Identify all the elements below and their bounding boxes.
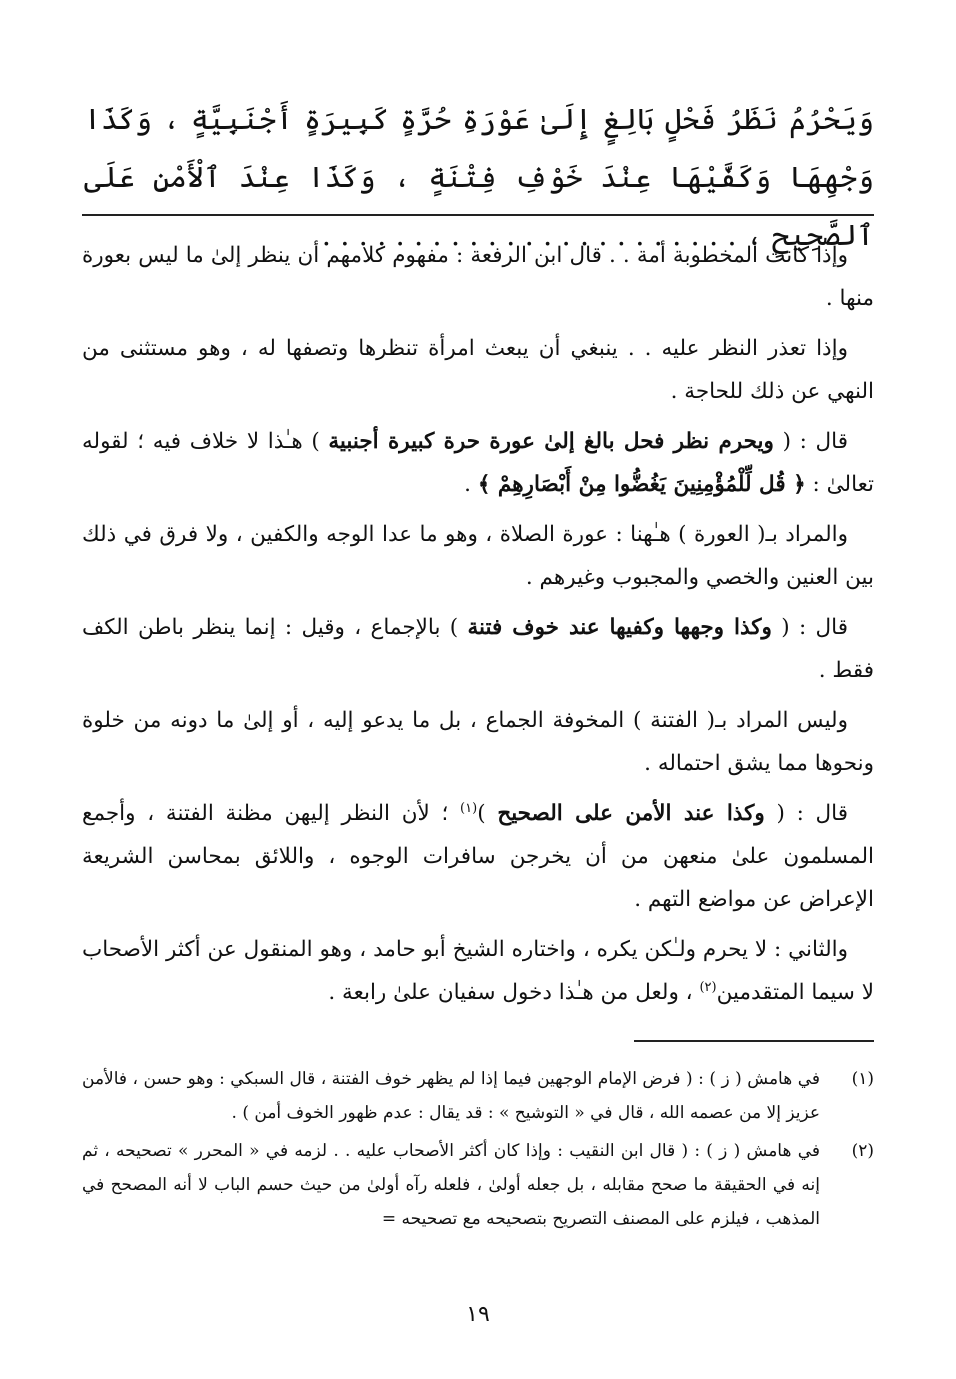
paragraph-1: وإذا كانت المخطوبة أمة . . قال ابن الرفعة : مفهوم كلامهم أن ينظر إلىٰ ما ليس بعورة منها . xyxy=(82,243,874,311)
paragraph-2: وإذا تعذر النظر عليه . . ينبغي أن يبعث امرأة تنظرها وتصفها له ، وهو مستثنى من النهي عن ذلك للحاجة . xyxy=(82,336,874,404)
p3-tail: . xyxy=(464,472,478,497)
footnotes xyxy=(82,1062,874,1240)
footnote-2 xyxy=(82,1134,874,1236)
paragraph-3 xyxy=(82,420,874,506)
commentary xyxy=(82,234,874,1021)
paragraph-5 xyxy=(82,606,874,692)
matn-divider xyxy=(82,214,874,216)
p3-lead: قال : ( xyxy=(773,429,849,454)
page-number: ١٩ xyxy=(466,1302,490,1327)
p7-matn-quote: وكذا عند الأمن على الصحيح xyxy=(497,801,765,826)
p3-middle: ) هـٰذا لا خلاف فيه ؛ لقوله تعالىٰ : xyxy=(82,429,874,497)
footnote-divider xyxy=(634,1040,874,1042)
footnote-ref-2: (٢) xyxy=(699,979,717,995)
paragraph-7 xyxy=(82,792,874,921)
footnote-number: (٢) xyxy=(851,1141,874,1161)
footnote-text: في هامش ( ز ) : ( فرض الإمام الوجهين فيما إذا لم يظهر خوف الفتنة ، قال السبكي : وهو حسن ، فالأمن عزيز إلا من عصمه الله ، قال في « التوشيح » : قد يقال : عدم ظهور الخوف أمن ) . xyxy=(82,1069,820,1123)
matn-text: وَيَحْرُمُ نَظَرُ فَحْلٍ بَالِغٍ إِلَىٰ عَوْرَةِ حُرَّةٍ كَبِيرَةٍ أَجْنَبِيَّةٍ ، وَكَذَا وَجْهِهَا وَكَفَّيْهَا عِنْدَ خَوْفِ فِتْنَةٍ ، وَكَذَا عِنْدَ ٱلْأَمْنِ عَلَى ٱلصَّحِيحِ ، . . . . . . . . . . . . . . . . . . . . . . . xyxy=(84,102,874,252)
footnote-1 xyxy=(82,1062,874,1130)
p7-tail: ؛ لأن النظر إليهن مظنة الفتنة ، وأجمع المسلمون علىٰ منعهن من أن يخرجن سافرات الوجوه ، واللائق بمحاسن الشريعة الإعراض عن مواضع التهم . xyxy=(82,801,874,912)
p8-text: والثاني : لا يحرم ولـٰكن يكره ، واختاره الشيخ أبو حامد ، وهو المنقول عن أكثر الأصحاب لا سيما المتقدمين xyxy=(82,937,874,1005)
paragraph-4: والمراد بـ( العورة ) هـٰهنا : عورة الصلاة ، وهو ما عدا الوجه والكفين ، ولا فرق في ذلك بين العنين والخصي والمجبوب وغيرهم . xyxy=(82,522,874,590)
p5-tail: ) بالإجماع ، وقيل : إنما ينظر باطن الكف فقط . xyxy=(82,615,874,683)
p8-tail: ، ولعل من هـٰذا دخول سفيان علىٰ رابعة . xyxy=(328,980,700,1005)
footnote-number: (١) xyxy=(851,1069,874,1089)
p3-matn-quote: ويحرم نظر فحل بالغ إلىٰ عورة حرة كبيرة أجنبية xyxy=(328,429,774,454)
p5-matn-quote: وكذا وجهها وكفيها عند خوف فتنة xyxy=(467,615,772,640)
footnote-ref-1: (١) xyxy=(460,800,478,816)
quran-verse: ﴿ قُل لِّلْمُؤْمِنِينَ يَغُضُّوا مِنْ أَبْصَارِهِمْ ﴾ xyxy=(477,472,806,497)
footnote-text: في هامش ( ز ) : ( قال ابن النقيب : وإذا كان أكثر الأصحاب عليه . . لزمه في « المحرر » تصحيحه ، ثم إنه في الحقيقة ما صحح مقابله ، بل جعله أولىٰ ، فلعله رآه أولىٰ من حيث حسم الباب لا أنه المصحح في المذهب ، فيلزم على المصنف التصريح بتصحيحه مع تصحيحه = xyxy=(82,1141,820,1229)
paragraph-6: وليس المراد بـ( الفتنة ) المخوفة الجماع ، بل ما يدعو إليه ، أو إلىٰ ما دونه من خلوة ونحوها مما يشق احتماله . xyxy=(82,708,874,776)
p7-close: ) xyxy=(477,801,498,826)
p7-lead: قال : ( xyxy=(764,801,848,826)
paragraph-8 xyxy=(82,928,874,1014)
p5-lead: قال : ( xyxy=(771,615,848,640)
